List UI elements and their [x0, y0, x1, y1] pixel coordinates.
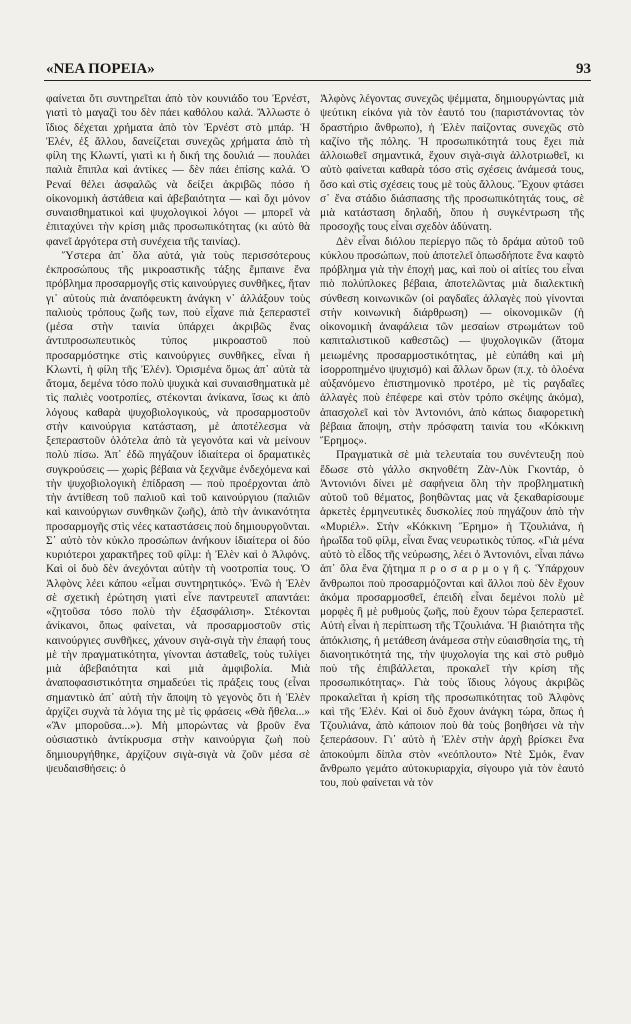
page-header: [46, 56, 591, 78]
right-paragraph-1: Ἀλφὸνς λέγοντας συνεχῶς ψέμματα, δημιουργώντας μιὰ ψεύτικη εἰκόνα γιὰ τὸν ἑαυτό του (παριστάνοντας τὸν δραστήριο ἄνθρωπο), ἡ Ἐλὲν παίζοντας συνεχῶς στὸ καζίνο τῆς πόλης. Ἡ προσωπικότητά τους ἔχει πιὰ ἀλλοιωθεῖ σημαντικά, ἔχουν σιγὰ-σιγὰ ἀλλοτριωθεῖ, κι αὐτὸ φαίνεται καθαρὰ τόσο στὶς σχέσεις ἀνάμεσά τους, ὅσο καὶ στὶς σχέσεις τους μὲ τοὺς ἄλλους. Ἔχουν φτάσει σ᾽ ἕνα στάδιο διάσπασης τῆς προσωπικότητάς τους, σὲ μιὰ κατάσταση δηλαδή, ὅπου ἡ συγκέντρωση τῆς προσοχῆς τους εἶναι σχεδὸν ἀδύνατη.: [320, 93, 584, 234]
left-paragraph-1: φαίνεται ὅτι συντηρεῖται ἀπὸ τὸν κουνιάδο του Ἐρνέστ, γιατὶ τὸ μαγαζὶ του δὲν πάει καθόλου καλά. Ἄλλωστε ὁ ἴδιος δέχεται χρήματα ἀπὸ τὸν Ἐρνέστ στὸ μπάρ. Ἡ Ἐλέν, ἐξ ἄλλου, δανείζεται συνεχῶς χρήματα ἀπὸ τὴ φίλη της Κλωντί, γιατὶ κι ἡ δική της δουλιά — πουλάει παλιὰ ἔπιπλα καὶ ἀντίκες — δὲν πάει ἐπίσης καλά. Ὁ Ρεναί θέλει ἀσφαλῶς νὰ δείξει ἀκριβῶς πόσο ἡ οἰκονομικὴ ἀστάθεια καὶ ἀβεβαιότητα — καὶ ὄχι μόνον συναισθηματικοὶ καὶ ψυχολογικοὶ λόγοι — μπορεῖ νὰ ἐπιταχύνει τὴν κρίση μιᾶς προσωπικότητας (κι αὐτὸ θὰ φανεῖ ἀργότερα στὴ συνέχεια τῆς ταινίας).: [46, 93, 310, 248]
right-paragraph-3: Πραγματικὰ σὲ μιὰ τελευταία του συνέντευξη ποὺ ἔδωσε στὸ γάλλο σκηνοθέτη Ζὰν-Λὺκ Γκοντάρ, ὁ Ἀντονιόνι δίνει μὲ σαφήνεια ὅλη τὴν προβληματικὴ αὐτοῦ τοῦ θέματος, βοηθῶντας μας νὰ ξεκαθαρίσουμε ἀρκετὲς ἑρμηνευτικὲς δυσκολίες ποὺ πηγάζουν ἀπὸ τὴν «Μυριέλ». Στὴν «Κόκκινη Ἔρημο» ἡ Τζουλιάνα, ἡ ἡρωΐδα τοῦ φίλμ, εἶναι ἕνας νευρωτικὸς τύπος. «Γιὰ μένα αὐτὸ τὸ εἶδος τῆς νεύρωσης, λέει ὁ Ἀντονιόνι, εἶναι πάνω ἀπ᾽ ὅλα ἕνα ζήτημα π ρ ο σ α ρ μ ο γ ῆ ς. Ὑπάρχουν ἄνθρωποι ποὺ προσαρμόζονται καὶ ἄλλοι ποὺ δὲν ἔχουν ἀκόμα προσαρμοσθεῖ, ἐπειδὴ εἶναι δεμένοι πολὺ μὲ μορφὲς ἢ μὲ ρυθμοὺς ζωῆς, ποὺ ἔχουν τώρα ξεπεραστεῖ. Αὐτὴ εἶναι ἡ περίπτωση τῆς Τζουλιάνα. Ἡ βιαιότητα τῆς ἀπόκλισης, ἡ μετάθεση ἀνάμεσα στὴν εὐαισθησία της, τὴ διανοητικότητά της, τὴν ψυχολογία της καὶ στὸ ρυθμὸ ποὺ τῆς ἐπιβάλλεται, προκαλεῖ τὴν κρίση τῆς προσωπικότητας». Γιὰ τοὺς ἴδιους λόγους ἀκριβῶς προκαλεῖται ἡ κρίση τῆς προσωπικότητας τοῦ Ἀλφὸνς καὶ τῆς Ἐλέν. Καὶ οἱ δυὸ ἔχουν ἀνάγκη τώρα, ὅπως ἡ Τζουλιάνα, ἀπὸ κάποιον ποὺ θὰ τοὺς βοηθήσει νὰ τὴν ξεπεράσουν. Γι᾽ αὐτὸ ἡ Ἐλὲν στὴν ἀρχὴ βρίσκει ἕνα ἀποκούμπι δίπλα στὸν «νεόπλουτο» Ντὲ Σμόκ, ἕναν ἄνθρωπο γεμάτο αὐτοκυριαρχία, σίγουρο γιὰ τὸν ἑαυτό του, ποὺ φαίνεται νὰ τὸν: [320, 449, 584, 789]
left-paragraph-2: Ὕστερα ἀπ᾽ ὅλα αὐτά, γιὰ τοὺς περισσότερους ἐκπροσώπους τῆς μικροαστικῆς τάξης ἔμπαινε ἕνα πρόβλημα προσαρμογῆς στὶς καινούργιες συνθῆκες, ἤταν γι᾽ αὐτοὺς πιὰ ἀναπόφευκτη ἀνάγκη ν᾽ ἀλλάξουν τοὺς παλιοὺς τρόπους ζωῆς των, ποὺ εἶχανε πιὰ ξεπεραστεῖ (μέσα στὴν ταινία ὑπάρχει ἀκριβῶς ἕνας ἀντιπροσωπευτικὸς τύπος μικροαστοῦ ποὺ προσαρμόστηκε στὶς καινούργιες συνθῆκες, εἶναι ἡ Κλωντί, ἡ φίλη τῆς Ἐλέν). Ὁρισμένα ὅμως ἀπ᾽ αὐτὰ τὰ ἄτομα, δεμένα τόσο πολὺ ψυχικὰ καὶ συναισθηματικὰ μὲ τὶς παλιὲς νοοτροπίες, στέκονται ἀνίκανα, ἴσως κι ἀπὸ λόγους καθαρὰ ψυχοβιολογικούς, νὰ προσαρμοστοῦν στὴν καινούργια κατάσταση, μὲ ἀποτέλεσμα νὰ ξεπεραστοῦν ὁλότελα ἀπὸ τὰ γεγονότα καὶ νὰ μείνουν πολὺ πίσω. Ἀπ᾽ ἐδῶ πηγάζουν ἰδιαίτερα οἱ δραματικὲς συγκρούσεις — χωρὶς βέβαια νὰ ξεχνᾶμε ἐνδεχόμενα καὶ τὴν ψυχοβιολογικὴ ἐπίδραση — ποὺ προέρχονται ἀπὸ τὴν ἀντίθεση τοῦ παλιοῦ καὶ τοῦ καινούργιου (παλιῶν καὶ καινούργιων συνθηκῶν ζωῆς), ἀπὸ τὴν ἀνικανότητα προσαρμογῆς στὶς νέες καταστάσεις ποὺ δημιουργοῦνται. Σ᾽ αὐτὸ τὸν κύκλο προσώπων ἀνήκουν ἰδιαίτερα οἱ δύο κυριότεροι χαρακτῆρες τοῦ φίλμ: ἡ Ἐλὲν καὶ ὁ Ἀλφόνς. Καὶ οἱ δυὸ δὲν ἀνεχόνται αὐτὴν τὴ νοοτροπία τους. Ὁ Ἀλφὸνς λέει κάπου «εἶμαι συντηρητικός». Ἐνῶ ἡ Ἐλὲν σὲ σχετικὴ ἐρώτηση γιατὶ εἶνε παντρευτεῖ απαντάει: «ζητοῦσα τόσο πολὺ τὴν ἐξασφάλιση». Στέκονται ἀνίκανοι, ὅπως φαίνεται, νὰ προσαρμοστοῦν στὶς καινούργιες συνθῆκες, χάνουν σιγὰ-σιγὰ τὴν ἐπαφή τους μὲ τὴν πραγματικότητα, γίνονται ἀσταθεῖς, τοὺς τυλίγει μιὰ ἀβεβαιότητα καὶ μιὰ ἀμφιβολία. Μιὰ ἀναποφασιστικότητα σημαδεύει τὶς πράξεις τους (εἶναι σημαντικὸ ἀπ᾽ αὐτὴ τὴν ἄποψη τὸ γεγονὸς ὅτι ἡ Ἐλὲν ἀρχίζει συχνὰ τὰ λόγια της μὲ τὶς φράσεις «Θὰ ἤθελα...» «Ἂν μποροῦσα...»). Μὴ μπορώντας νὰ βροῦν ἕνα οὐσιαστικὸ ἀντίκρυσμα στὴν καινούργια ζωὴ ποὺ δημιουργήθηκε, ἀρχίζουν σιγὰ-σιγὰ νὰ ζοῦν μέσα σὲ ψευδαισθήσεις: ὁ: [46, 249, 310, 775]
right-column: [320, 92, 584, 1014]
page-number: 93: [576, 61, 591, 77]
left-column: [46, 92, 310, 1014]
journal-title: «ΝΕΑ ΠΟΡΕΙΑ»: [46, 61, 155, 77]
right-paragraph-2: Δὲν εἶναι διόλου περίεργο πῶς τὸ δράμα αὐτοῦ τοῦ κύκλου προσώπων, ποὺ ἀποτελεῖ ὁπωσδήποτε ἕνα καφτὸ πρόβλημα γιὰ τὴν ἐποχή μας, καὶ ποὺ οἱ αἰτίες του εἶναι πιὸ πολύπλοκες βέβαια, ἀποτελῶντας μιὰ διαλεκτικὴ σύνθεση κοινωνικῶν (οἱ ραγδαῖες ἀλλαγὲς ποὺ γίνονται στὴν κοινωνικὴ διάρθρωση) — οἰκονομικῶν (ἡ οἰκονομικὴ ἀναφάλεια τῶν μεσαίων στρωμάτων τοῦ καπιταλιστικοῦ καθεστῶς) — ψυχολογικῶν (ἄτομα μειωμένης προσαρμοστικότητας, μὲ εὐπάθη καὶ μὴ ἰσορροπημένο ψυχισμό) καὶ ἄλλων ὅρων (π.χ. τὸ ὁλοένα αὐξανόμενο ἐπιστημονικὸ προτέρο, μὲ τὶς ραγδαῖες ἀλλαγὲς ποὺ ἐπέφερε καὶ στὸν τρόπο σκέψης ἀκόμα), ἀπασχολεῖ καὶ τὸν Ἀντονιόνι, ἀπὸ κάπως διαφορετικὴ βέβαια ἄποψη, στὴν πρόσφατη ταινία του «Κόκκινη Ἔρημος».: [320, 235, 584, 447]
header-rule: [44, 80, 591, 81]
